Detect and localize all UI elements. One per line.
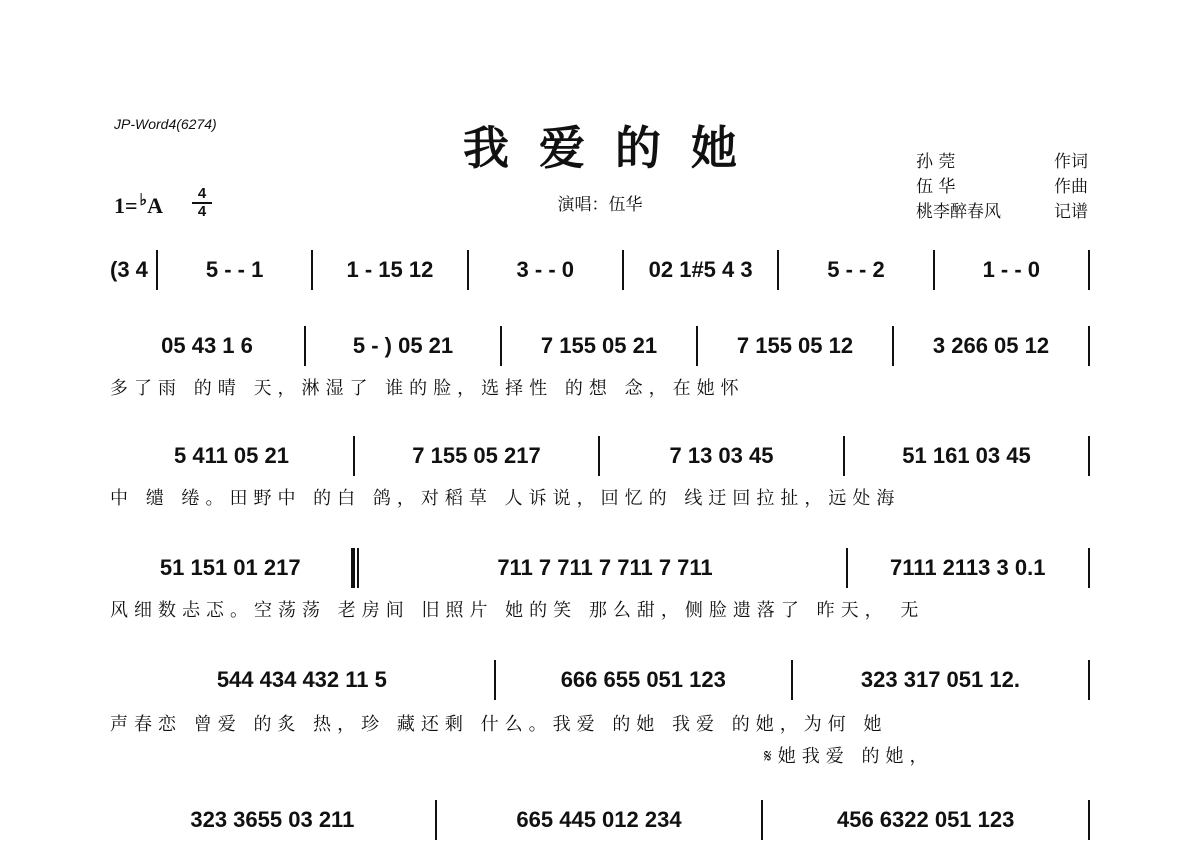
measure: 05 43 1 6 <box>161 333 253 358</box>
barline <box>1088 326 1090 366</box>
lyric-line-5-alt: 𝄋她我爱 的她， <box>764 746 934 767</box>
measure: 3 266 05 12 <box>932 333 1050 358</box>
measure: 544 434 432 11 5 <box>216 667 387 692</box>
lyric-line-2: 多了雨 的晴 天，淋湿了 谁的脸，选择性 的想 念，在她怀 <box>110 378 745 399</box>
repeat-start-sign <box>351 548 365 588</box>
measure: 7 155 05 21 <box>540 333 658 358</box>
time-top: 4 <box>197 185 207 202</box>
measure: 666 655 051 123 <box>560 667 726 692</box>
measure: 7 155 05 217 <box>412 443 541 468</box>
score-line-2 <box>110 326 1090 366</box>
score-line-6 <box>110 800 1090 840</box>
flat-sign: ♭ <box>139 192 148 209</box>
time-bottom: 4 <box>197 203 207 220</box>
barline <box>1088 250 1090 290</box>
measure: 5 - - 1 <box>205 257 264 282</box>
measure: 02 1#5 4 3 <box>648 257 753 282</box>
credit-transcriber <box>916 200 1088 225</box>
intro-pickup: (3 4 <box>110 257 148 282</box>
credit-name: 孙 莞 <box>916 152 956 172</box>
credit-lyricist <box>916 150 1088 175</box>
score-line-4 <box>110 548 1090 588</box>
score-line-1 <box>110 250 1090 290</box>
measure: 51 161 03 45 <box>902 443 1031 468</box>
barline <box>1088 436 1090 476</box>
lyric-line-5: 声春恋 曾爱 的炙 热，珍 藏还剩 什么。我爱 的她 我爱 的她，为何 她 <box>110 714 888 735</box>
measure: 323 317 051 12. <box>860 667 1020 692</box>
credit-role: 记谱 <box>1054 202 1088 222</box>
credit-composer <box>916 175 1088 200</box>
barline <box>1088 548 1090 588</box>
barline <box>1088 660 1090 700</box>
measure: 7 155 05 12 <box>736 333 854 358</box>
credit-name: 伍 华 <box>916 177 956 197</box>
key-prefix: 1= <box>114 193 138 218</box>
credit-role: 作曲 <box>1054 177 1088 197</box>
measure: 5 - - 2 <box>827 257 885 282</box>
key-note: A <box>147 193 163 218</box>
lyric-line-4: 风细数忐忑。空荡荡 老房间 旧照片 她的笑 那么甜，侧脸遗落了 昨天， 无 <box>110 600 925 621</box>
measure: 7111 2113 3 0.1 <box>890 555 1046 580</box>
measure: 323 3655 03 211 <box>190 807 355 832</box>
credit-name: 桃李醉春风 <box>916 202 1001 222</box>
score-line-3 <box>110 436 1090 476</box>
lyric-line-3: 中 缱 绻。田野中 的白 鸽，对稻草 人诉说，回忆的 线迂回拉扯，远处海 <box>110 488 901 509</box>
barline <box>1088 800 1090 840</box>
measure: 711 7 711 7 711 7 711 <box>497 555 713 580</box>
song-title: 我爱的她 <box>463 121 767 175</box>
score-line-5 <box>110 660 1090 700</box>
credits <box>916 150 1088 225</box>
measure: 1 - 15 12 <box>346 257 434 282</box>
measure: 5 - ) 05 21 <box>352 333 454 358</box>
measure: 665 445 012 234 <box>516 807 682 832</box>
measure: 3 - - 0 <box>516 257 575 282</box>
credit-role: 作词 <box>1054 152 1088 172</box>
measure: 51 151 01 217 <box>159 555 301 580</box>
measure: 1 - - 0 <box>982 257 1041 282</box>
software-label: JP-Word4(6274) <box>114 116 217 132</box>
singer-label: 演唱：伍华 <box>557 195 643 215</box>
measure: 5 411 05 21 <box>173 443 289 468</box>
measure: 7 13 03 45 <box>669 443 774 468</box>
measure: 456 6322 051 123 <box>836 807 1015 832</box>
